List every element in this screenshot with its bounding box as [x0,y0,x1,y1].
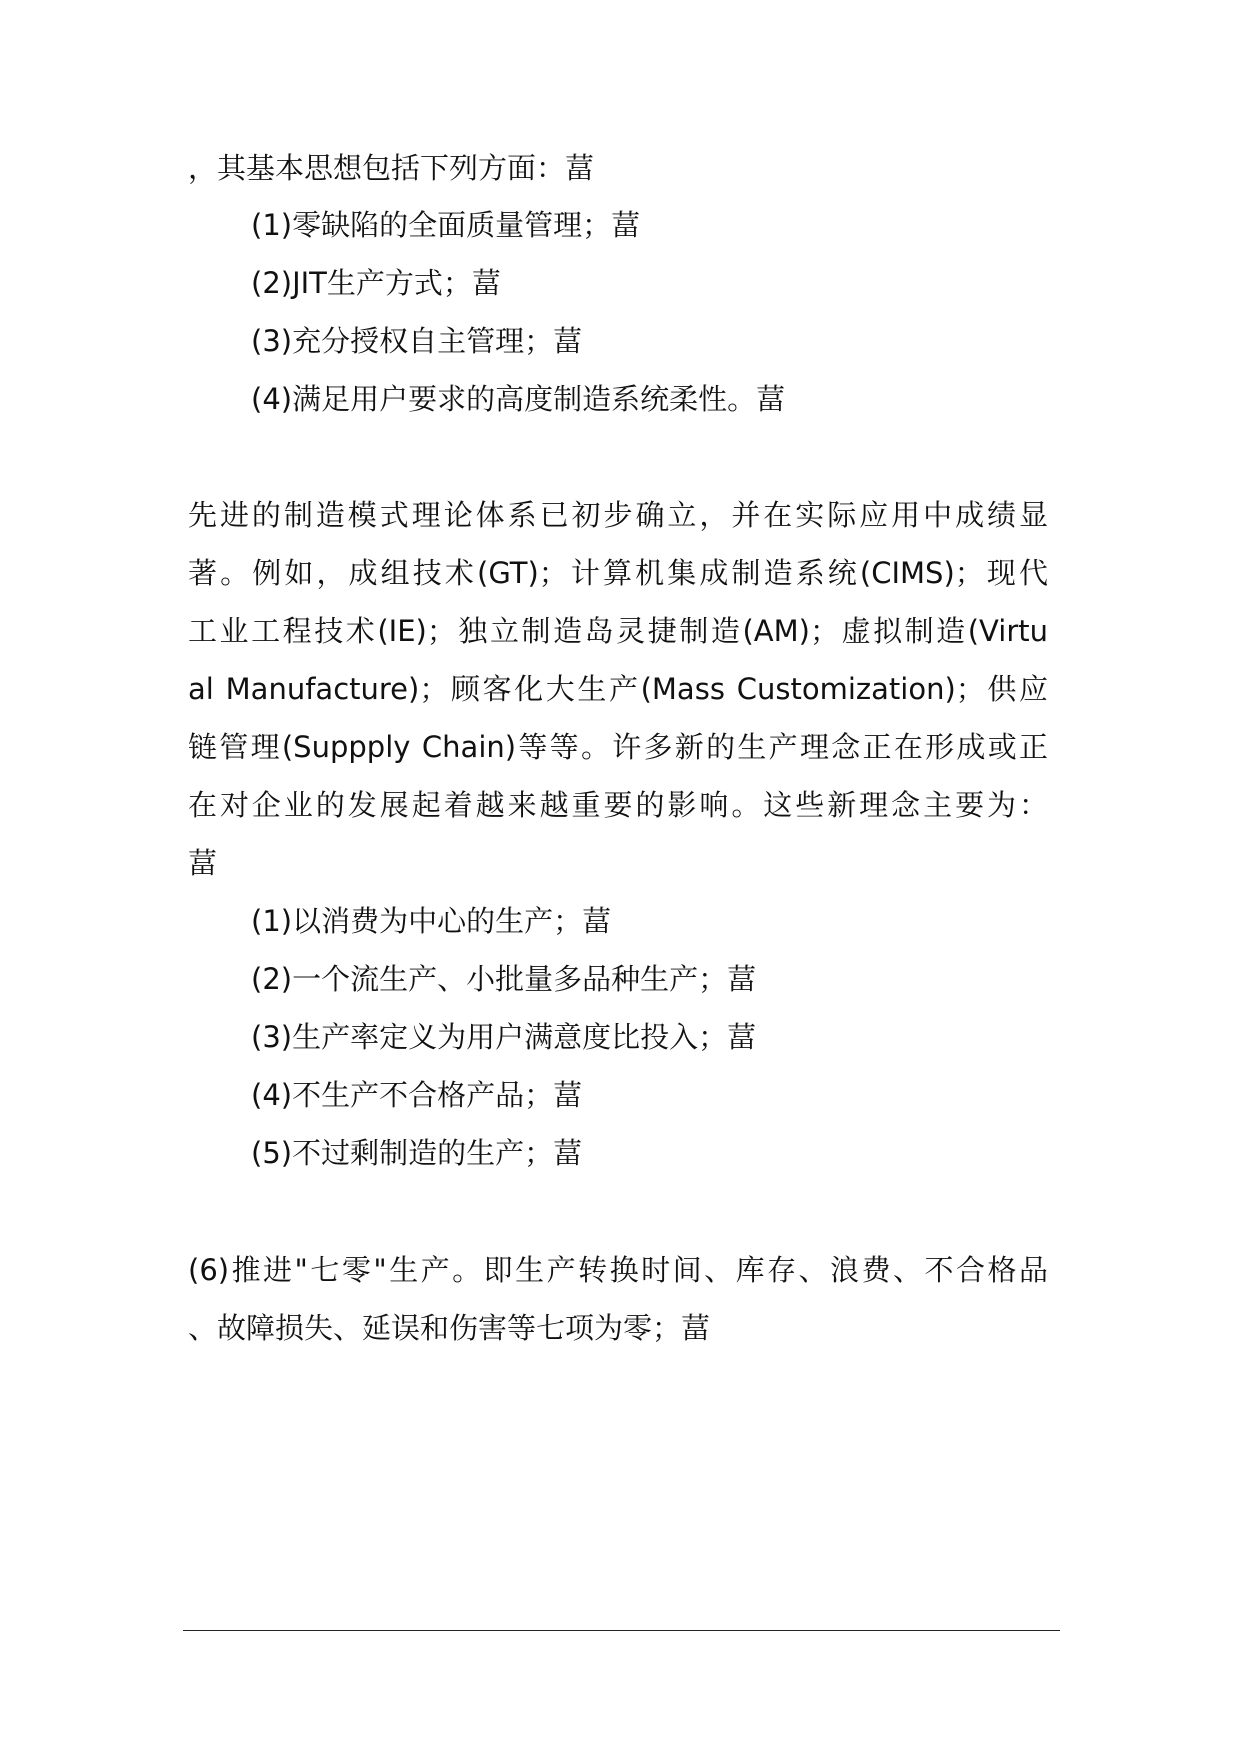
paragraph-line: 先进的制造模式理论体系已初步确立，并在实际应用中成绩显 [188,498,1048,532]
concept-item: (2)一个流生产、小批量多品种生产；葍 [251,962,757,996]
seventh-principle-line: (6)推进"七零"生产。即生产转换时间、库存、浪费、不合格品 [188,1253,1048,1287]
concept-item: (4)不生产不合格产品；葍 [251,1078,583,1112]
principle-item: (1)零缺陷的全面质量管理；葍 [251,208,641,242]
paragraph-line: 链管理(Suppply Chain)等等。许多新的生产理念正在形成或正 [188,730,1048,764]
intro-line: ，其基本思想包括下列方面：葍 [188,151,595,185]
principle-item: (3)充分授权自主管理；葍 [251,324,583,358]
paragraph-line: 著。例如，成组技术(GT)；计算机集成制造系统(CIMS)；现代 [188,556,1048,590]
seventh-principle-line: 、故障损失、延误和伤害等七项为零；葍 [188,1311,711,1345]
paragraph-line: al Manufacture)；顾客化大生产(Mass Customization)；供应 [188,672,1048,706]
principle-item: (4)满足用户要求的高度制造系统柔性。葍 [251,382,786,416]
concept-item: (1)以消费为中心的生产；葍 [251,904,612,938]
footer-divider [183,1630,1060,1631]
principle-item: (2)JIT生产方式；葍 [251,266,501,300]
paragraph-line: 葍 [188,846,218,880]
paragraph-line: 工业工程技术(IE)；独立制造岛灵捷制造(AM)；虚拟制造(Virtu [188,614,1048,648]
paragraph-line: 在对企业的发展起着越来越重要的影响。这些新理念主要为： [188,788,1048,822]
concept-item: (3)生产率定义为用户满意度比投入；葍 [251,1020,757,1054]
concept-item: (5)不过剩制造的生产；葍 [251,1136,583,1170]
